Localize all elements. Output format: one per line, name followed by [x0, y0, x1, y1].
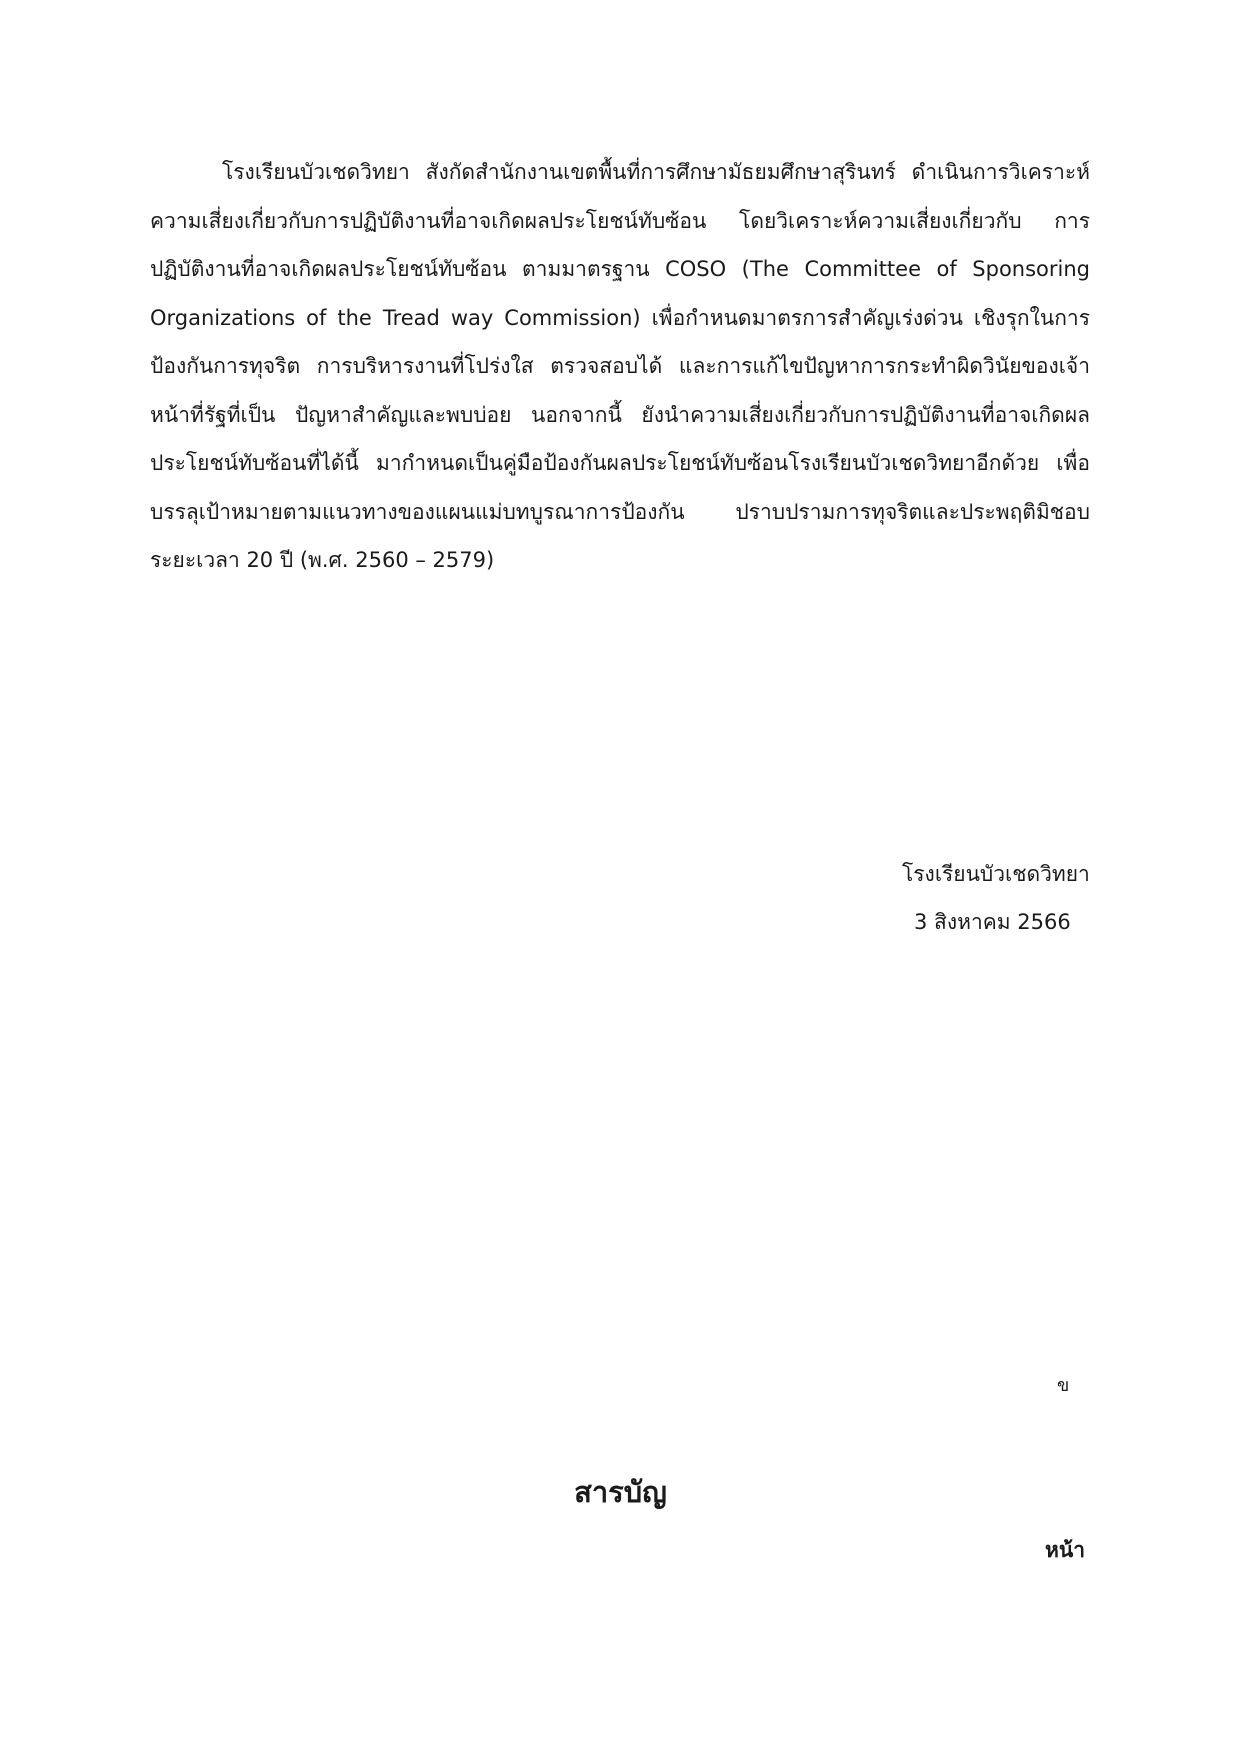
signature-organization: โรงเรียนบัวเชดวิทยา	[902, 862, 1090, 886]
page-number: ข	[1057, 1375, 1070, 1396]
toc-page-column-label: หน้า	[1045, 1538, 1085, 1562]
preface-paragraph	[150, 148, 1090, 585]
signature-block	[860, 850, 1090, 946]
preface-paragraph-text: โรงเรียนบัวเชดวิทยา สังกัดสำนักงานเขตพื้นที่การศึกษามัธยมศึกษาสุรินทร์ ดำเนินการวิเคราะห์ความเสี่ยงเกี่ยวกับการปฏิบัติงานที่อาจเกิดผลประโยชน์ทับซ้อน โดยวิเคราะห์ความเสี่ยงเกี่ยวกับ การปฏิบัติงานที่อาจเกิดผลประโยชน์ทับซ้อน ตามมาตรฐาน COSO (The Committee of Sponsoring Organizations of the Tread way Commission) เพื่อกำหนดมาตรการสำคัญเร่งด่วน เชิงรุกในการป้องกันการทุจริต การบริหารงานที่โปร่งใส ตรวจสอบได้ และการแก้ไขปัญหาการกระทำผิดวินัยของเจ้าหน้าที่รัฐที่เป็น ปัญหาสำคัญและพบบ่อย นอกจากนี้ ยังนำความเสี่ยงเกี่ยวกับการปฏิบัติงานที่อาจเกิดผลประโยชน์ทับซ้อนที่ได้นี้ มากำหนดเป็นคู่มือป้องกันผลประโยชน์ทับซ้อนโรงเรียนบัวเชดวิทยาอีกด้วย เพื่อบรรลุเป้าหมายตามแนวทางของแผนแม่บทบูรณาการป้องกัน ปราบปรามการทุจริตและประพฤติมิชอบ ระยะเวลา 20 ปี (พ.ศ. 2560 – 2579)	[150, 160, 1090, 572]
signature-date: 3 สิงหาคม 2566	[914, 910, 1071, 934]
toc-title: สารบัญ	[574, 1475, 667, 1509]
